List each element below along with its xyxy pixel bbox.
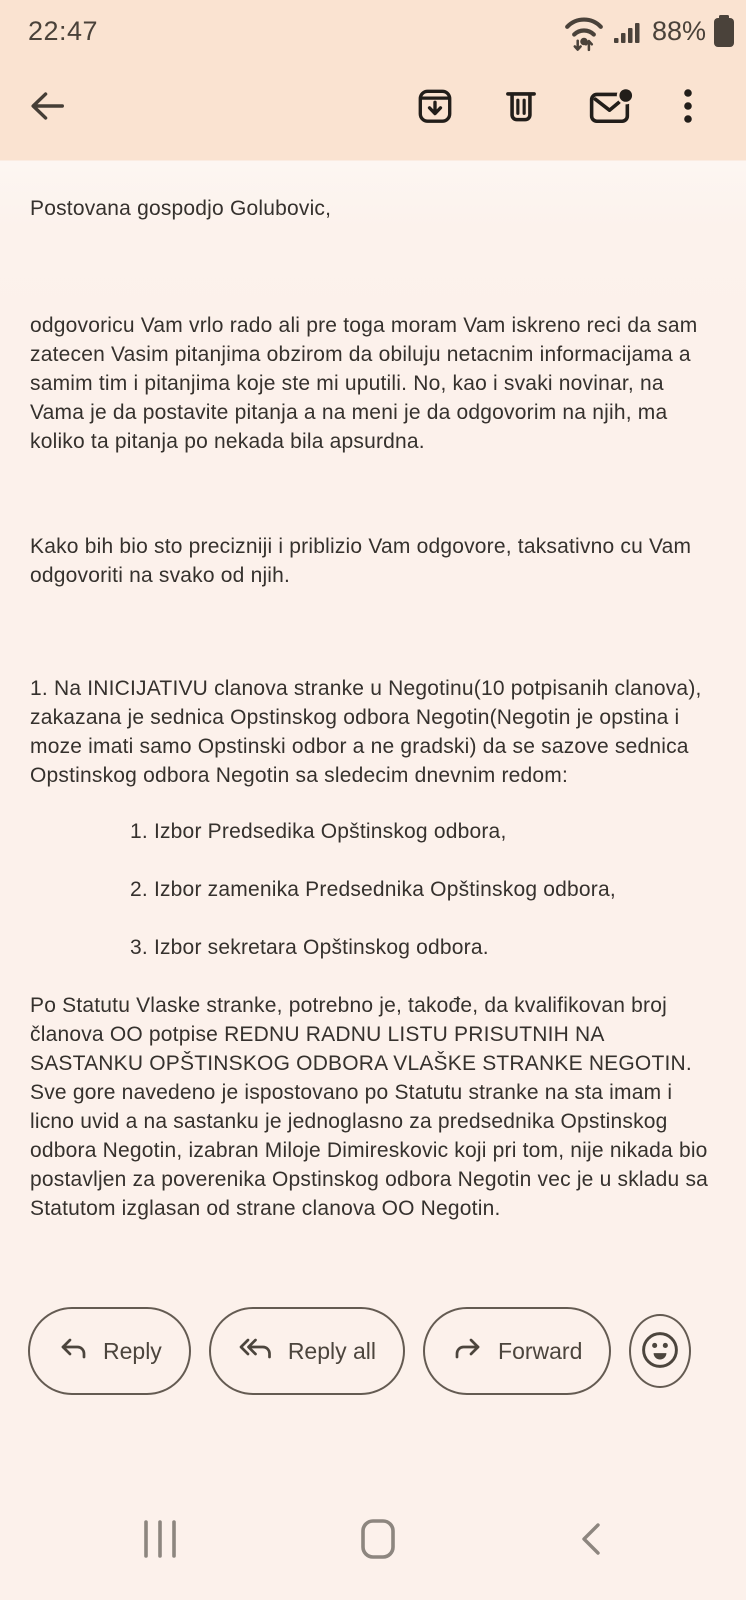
battery-icon: [712, 13, 736, 49]
back-nav-button[interactable]: [576, 1518, 606, 1565]
agenda-item: 1. Izbor Predsedika Opštinskog odbora,: [130, 820, 507, 843]
email-paragraph: Po Statutu Vlaske stranke, potrebno je, takođe, da kvalifikovan broj članova OO potpise REDNU RADNU LISTU PRISUTNIH NA SASTANKU OPŠTINSKOG ODBORA VLAŠKE STRANKE NEGOTIN. Sve gore navedeno je ispostovano po Statutu stranke na sta imam i licno uvid a na sastanku je jednoglasno za predsednika Opstinskog odbora Negotin, izabran Miloje Dimireskovic koji pri tom, nije nikada bio postavljen za poverenika Opstinskog odbora Negotin vec je u skladu sa Statutom izglasan od strane clanova OO Negotin.: [30, 994, 709, 1220]
status-icons: [561, 6, 736, 52]
reply-button[interactable]: [28, 1307, 191, 1395]
forward-label: Forward: [498, 1337, 583, 1364]
delete-icon: [500, 85, 542, 132]
email-greeting: Postovana gospodjo Golubovic,: [30, 197, 332, 220]
wifi-icon: [561, 10, 607, 52]
reply-all-button[interactable]: [209, 1307, 405, 1395]
delete-button[interactable]: [500, 85, 542, 132]
home-icon: [361, 1519, 395, 1564]
status-bar: [0, 0, 746, 58]
navigation-bar: [0, 1482, 746, 1600]
home-button[interactable]: [361, 1519, 395, 1564]
back-arrow-icon: [26, 84, 68, 133]
battery-percent-label: 88%: [651, 15, 706, 46]
clock: 22:47: [28, 15, 99, 46]
email-paragraph: odgovoricu Vam vrlo rado ali pre toga moram Vam iskreno reci da sam zatecen Vasim pitanjima obzirom da obiluju netacnim informacijama a samim tim i pitanjima koje ste mi uputili. No, kao i svaki novinar, na Vama je da postavite pitanja a na meni je da odgovorim na njih, ma koliko ta pitanja po nekada bila apsurdna.: [30, 314, 698, 453]
more-options-button[interactable]: [678, 85, 698, 132]
mark-unread-icon: [586, 85, 634, 132]
mark-unread-button[interactable]: [586, 85, 634, 132]
email-paragraph: Kako bih bio sto precizniji i priblizio Vam odgovore, taksativno cu Vam odgovoriti na svako od njih.: [30, 535, 692, 587]
emoji-reaction-button[interactable]: [629, 1314, 691, 1388]
agenda-item: 2. Izbor zamenika Predsednika Opštinskog odbora,: [130, 878, 616, 901]
email-paragraph: 1. Na INICIJATIVU clanova stranke u Negotinu(10 potpisanih clanova), zakazana je sednica Opstinskog odbora Negotin(Negotin je opstina i moze imati samo Opstinski odbor a ne gradski) da se sazove sednica Opstinskog odbora Negotin sa sledecim dnevnim redom:: [30, 677, 702, 787]
email-action-row: [0, 1307, 746, 1395]
reply-all-icon: [238, 1333, 274, 1369]
smiley-icon: [640, 1330, 680, 1373]
agenda-list: [130, 817, 716, 962]
back-button[interactable]: [26, 84, 68, 133]
reply-icon: [57, 1333, 89, 1369]
recents-icon: [140, 1519, 180, 1564]
toolbar-actions: [414, 85, 698, 132]
more-options-icon: [678, 85, 698, 132]
toolbar: [0, 58, 746, 158]
back-nav-icon: [576, 1518, 606, 1565]
email-body: [0, 158, 746, 1223]
forward-icon: [452, 1333, 484, 1369]
signal-strength-icon: [613, 14, 643, 48]
recents-button[interactable]: [140, 1519, 180, 1564]
archive-button[interactable]: [414, 85, 456, 132]
reply-all-label: Reply all: [287, 1337, 377, 1364]
reply-label: Reply: [103, 1337, 162, 1364]
agenda-item: 3. Izbor sekretara Opštinskog odbora.: [130, 936, 489, 959]
archive-icon: [414, 85, 456, 132]
forward-button[interactable]: [423, 1307, 611, 1395]
